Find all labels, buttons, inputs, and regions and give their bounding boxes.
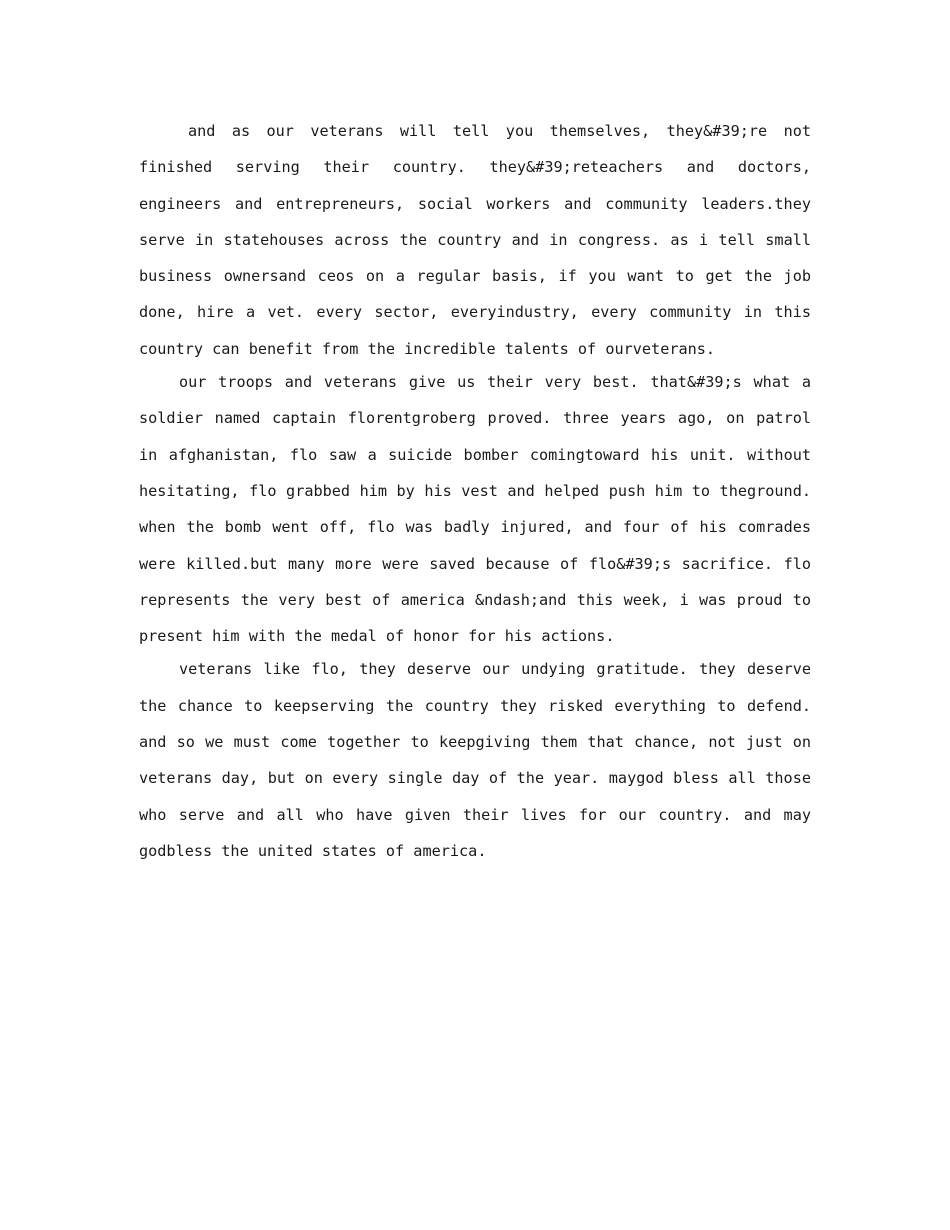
paragraph-gratitude: veterans like flo, they deserve our undying gratitude. they deserve the chance to keepserving the country they risked everything to defend. and so we must come together to keepgiving them that chance, not just on veterans day, but on every single day of the year. maygod bless all those who serve and all who have given their lives for our country. and may godbless the united states of america.: [139, 660, 811, 860]
paragraph-captain-groberg: our troops and veterans give us their very best. that&#39;s what a soldier named captain florentgroberg proved. three years ago, on patrol in afghanistan, flo saw a suicide bomber comingtoward his unit. without hesitating, flo grabbed him by his vest and helped push him to theground. when the bomb went off, flo was badly injured, and four of his comrades were killed.but many more were saved because of flo&#39;s sacrifice. flo represents the very best of america &ndash;and this week, i was proud to present him with the medal of honor for his actions.: [139, 373, 811, 646]
document-body: [139, 113, 811, 869]
paragraph-veterans-serving: and as our veterans will tell you themselves, they&#39;re not finished serving their country. they&#39;reteachers and doctors, engineers and entrepreneurs, social workers and community leaders.they serve in statehouses across the country and in congress. as i tell small business ownersand ceos on a regular basis, if you want to get the job done, hire a vet. every sector, everyindustry, every community in this country can benefit from the incredible talents of ourveterans.: [139, 122, 811, 358]
